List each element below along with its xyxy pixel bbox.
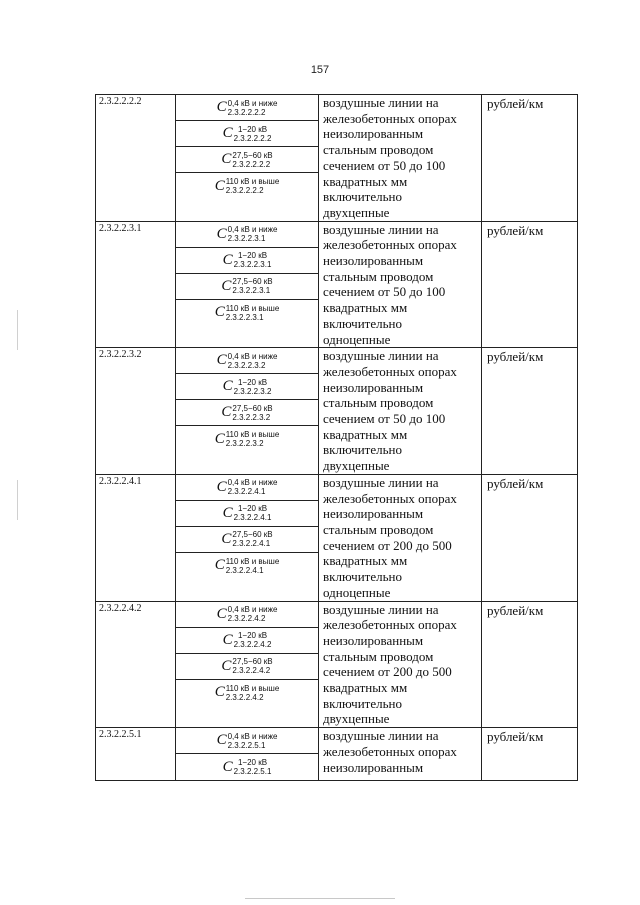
voltage-class-superscript: 0,4 кВ и ниже	[227, 605, 278, 614]
description-line: квадратных мм	[323, 680, 408, 696]
rate-symbol: C	[222, 378, 233, 395]
line-description	[319, 728, 482, 781]
rate-index-subscript: 2.3.2.2.4.1	[233, 513, 272, 523]
voltage-class-superscript: 27,5−60 кВ	[232, 277, 273, 287]
rate-formula	[221, 151, 272, 169]
description-line: включительно	[323, 189, 402, 205]
rate-index-subscript: 2.3.2.2.2.2	[232, 159, 271, 169]
voltage-class-superscript: 0,4 кВ и ниже	[227, 478, 278, 488]
rate-symbol: C	[221, 277, 232, 294]
formula-subcell	[176, 628, 318, 654]
description-line: воздушные линии на	[323, 601, 439, 617]
unit-of-measure: рублей/км	[482, 474, 578, 601]
rate-index-subscript: 2.3.2.2.5.1	[233, 767, 272, 777]
formula-cell	[176, 601, 319, 728]
description-line: стальным проводом	[323, 395, 434, 411]
formula-subcell	[176, 553, 318, 579]
voltage-class-superscript: 110 кВ и выше	[225, 683, 280, 693]
rate-formula	[215, 430, 280, 448]
description-line: воздушные линии на	[323, 221, 439, 237]
rate-symbol: C	[216, 732, 227, 749]
rate-symbol: C	[214, 304, 225, 321]
rate-formula	[217, 732, 278, 750]
rate-script	[226, 177, 280, 195]
rate-script	[228, 352, 278, 370]
rate-formula	[223, 504, 272, 522]
unit-of-measure: рублей/км	[482, 728, 578, 781]
rate-symbol: C	[216, 352, 227, 369]
rate-script	[234, 378, 272, 396]
formula-subcell	[176, 248, 318, 274]
formula-subcell	[176, 147, 318, 173]
voltage-class-superscript: 27,5−60 кВ	[232, 403, 273, 413]
unit-of-measure: рублей/км	[482, 601, 578, 728]
formula-subcell	[176, 680, 318, 706]
rate-index-subscript: 2.3.2.2.3.2	[225, 439, 264, 449]
formula-subcell	[176, 300, 318, 326]
rate-index-subscript: 2.3.2.2.4.1	[232, 539, 271, 549]
voltage-class-superscript: 27,5−60 кВ	[232, 657, 273, 666]
description-line: неизолированным	[323, 379, 424, 395]
voltage-class-superscript: 110 кВ и выше	[225, 303, 280, 313]
line-description	[319, 95, 482, 222]
rate-index-subscript: 2.3.2.2.4.2	[227, 614, 266, 623]
description-line: двухцепные	[323, 204, 390, 220]
unit-of-measure: рублей/км	[482, 348, 578, 475]
rate-formula	[223, 758, 272, 776]
description-line: сечением от 200 до 500	[323, 664, 452, 680]
rate-formula	[221, 277, 272, 295]
description-line: сечением от 50 до 100	[323, 157, 446, 173]
description-line: включительно	[323, 315, 402, 331]
rate-formula	[223, 631, 272, 649]
formula-subcell	[176, 754, 318, 780]
description-line: железобетонных опорах	[323, 617, 457, 633]
description-line: воздушные линии на	[323, 474, 439, 490]
rate-index-subscript: 2.3.2.2.3.1	[227, 234, 266, 244]
formula-subcell	[176, 426, 318, 452]
formula-subcell	[176, 121, 318, 147]
rate-symbol: C	[214, 684, 225, 700]
formula-cell	[176, 95, 319, 222]
rate-formula	[215, 304, 280, 322]
row-code: 2.3.2.2.3.2	[96, 348, 176, 475]
rate-symbol: C	[222, 504, 233, 521]
table-row	[96, 95, 578, 222]
formula-cell	[176, 728, 319, 781]
rate-index-subscript: 2.3.2.2.4.2	[232, 666, 271, 675]
voltage-class-superscript: 110 кВ и выше	[225, 177, 280, 186]
voltage-class-superscript: 27,5−60 кВ	[232, 530, 273, 540]
voltage-class-superscript: 0,4 кВ и ниже	[227, 225, 278, 235]
rate-script	[228, 478, 278, 496]
rate-symbol: C	[222, 125, 233, 141]
description-line: стальным проводом	[323, 142, 434, 158]
tariff-table	[95, 94, 578, 781]
rate-formula	[215, 177, 280, 195]
voltage-class-superscript: 1−20 кВ	[237, 251, 268, 261]
rate-formula	[221, 657, 272, 675]
description-line: включительно	[323, 442, 402, 458]
formula-subcell	[176, 728, 318, 754]
description-line: неизолированным	[323, 253, 424, 269]
description-line: сечением от 50 до 100	[323, 284, 446, 300]
formula-subcell	[176, 527, 318, 553]
rate-formula	[223, 125, 272, 143]
rate-script	[228, 99, 278, 117]
rate-formula	[217, 99, 278, 117]
description-line: одноцепные	[323, 584, 391, 600]
rate-symbol: C	[221, 404, 232, 421]
rate-index-subscript: 2.3.2.2.2.2	[233, 133, 272, 143]
rate-formula	[221, 404, 272, 422]
description-line: неизолированным	[323, 759, 424, 775]
description-line: сечением от 50 до 100	[323, 411, 446, 427]
table-row	[96, 474, 578, 601]
rate-script	[232, 404, 272, 422]
rate-symbol: C	[214, 557, 225, 574]
formula-cell	[176, 221, 319, 348]
rate-formula	[217, 605, 278, 623]
table-row	[96, 601, 578, 728]
fold-mark-upper	[17, 310, 18, 350]
voltage-class-superscript: 110 кВ и выше	[225, 556, 280, 566]
voltage-class-superscript: 0,4 кВ и ниже	[227, 351, 278, 361]
description-line: одноцепные	[323, 331, 391, 347]
description-line: железобетонных опорах	[323, 743, 457, 759]
voltage-class-superscript: 1−20 кВ	[237, 504, 268, 514]
description-line: стальным проводом	[323, 648, 434, 664]
description-line: квадратных мм	[323, 426, 408, 442]
table-row	[96, 728, 578, 781]
rate-index-subscript: 2.3.2.2.4.1	[227, 487, 266, 497]
rate-script	[234, 125, 272, 143]
rate-script	[228, 732, 278, 750]
description-line: включительно	[323, 695, 402, 711]
description-line: железобетонных опорах	[323, 363, 457, 379]
formula-subcell	[176, 501, 318, 527]
description-line: включительно	[323, 569, 402, 585]
description-line: двухцепные	[323, 711, 390, 727]
formula-subcell	[176, 274, 318, 300]
rate-symbol: C	[216, 225, 227, 242]
rate-script	[228, 225, 278, 243]
voltage-class-superscript: 110 кВ и выше	[225, 430, 280, 440]
rate-script	[232, 151, 272, 169]
description-line: сечением от 200 до 500	[323, 537, 452, 553]
rate-script	[232, 530, 272, 548]
rate-symbol: C	[221, 151, 232, 167]
table-row	[96, 221, 578, 348]
rate-script	[234, 631, 272, 649]
rate-index-subscript: 2.3.2.2.3.2	[227, 360, 266, 370]
rate-formula	[221, 530, 272, 548]
rate-symbol: C	[222, 631, 233, 648]
rate-index-subscript: 2.3.2.2.4.1	[225, 565, 264, 575]
voltage-class-superscript: 0,4 кВ и ниже	[227, 98, 278, 108]
rate-index-subscript: 2.3.2.2.3.1	[233, 260, 272, 270]
rate-index-subscript: 2.3.2.2.2.2	[227, 107, 266, 117]
rate-symbol: C	[221, 657, 232, 674]
line-description	[319, 601, 482, 728]
rate-index-subscript: 2.3.2.2.4.2	[225, 692, 264, 702]
description-line: стальным проводом	[323, 521, 434, 537]
line-description	[319, 474, 482, 601]
rate-script	[234, 251, 272, 269]
rate-index-subscript: 2.3.2.2.2.2	[225, 186, 264, 195]
rate-symbol: C	[222, 251, 233, 268]
formula-subcell	[176, 173, 318, 199]
row-code: 2.3.2.2.4.2	[96, 601, 176, 728]
rate-index-subscript: 2.3.2.2.3.1	[225, 312, 264, 322]
voltage-class-superscript: 1−20 кВ	[237, 124, 268, 134]
unit-of-measure: рублей/км	[482, 95, 578, 222]
page-number: 157	[310, 64, 330, 76]
description-line: воздушные линии на	[323, 348, 439, 364]
rate-formula	[215, 684, 280, 702]
line-description	[319, 221, 482, 348]
line-description	[319, 348, 482, 475]
voltage-class-superscript: 1−20 кВ	[237, 631, 268, 640]
row-code: 2.3.2.2.4.1	[96, 474, 176, 601]
voltage-class-superscript: 27,5−60 кВ	[232, 150, 273, 160]
tariff-table-body	[96, 95, 578, 781]
rate-symbol: C	[214, 177, 225, 194]
rate-symbol: C	[222, 758, 233, 775]
description-line: двухцепные	[323, 458, 390, 474]
formula-subcell	[176, 475, 318, 501]
description-line: железобетонных опорах	[323, 110, 457, 126]
description-line: квадратных мм	[323, 553, 408, 569]
description-line: квадратных мм	[323, 300, 408, 316]
description-line: воздушные линии на	[323, 728, 439, 744]
rate-index-subscript: 2.3.2.2.3.1	[232, 286, 271, 296]
voltage-class-superscript: 1−20 кВ	[237, 758, 268, 768]
formula-subcell	[176, 95, 318, 121]
rate-script	[234, 758, 272, 776]
description-line: неизолированным	[323, 632, 424, 648]
row-code: 2.3.2.2.5.1	[96, 728, 176, 781]
description-line: воздушные линии на	[323, 95, 439, 110]
rate-symbol: C	[216, 478, 227, 495]
rate-script	[232, 277, 272, 295]
unit-of-measure: рублей/км	[482, 221, 578, 348]
rate-index-subscript: 2.3.2.2.4.2	[233, 640, 272, 649]
description-line: железобетонных опорах	[323, 237, 457, 253]
formula-subcell	[176, 400, 318, 426]
rate-script	[226, 430, 280, 448]
rate-formula	[217, 225, 278, 243]
formula-subcell	[176, 602, 318, 628]
description-line: неизолированным	[323, 506, 424, 522]
description-line: квадратных мм	[323, 173, 408, 189]
rate-symbol: C	[216, 605, 227, 622]
formula-subcell	[176, 654, 318, 680]
rate-formula	[215, 557, 280, 575]
page-bottom-edge	[245, 898, 395, 899]
rate-script	[226, 557, 280, 575]
rate-index-subscript: 2.3.2.2.3.2	[233, 386, 272, 396]
description-line: стальным проводом	[323, 268, 434, 284]
rate-symbol: C	[221, 530, 232, 547]
fold-mark-lower	[17, 480, 18, 520]
formula-subcell	[176, 348, 318, 374]
rate-formula	[217, 352, 278, 370]
description-line: неизолированным	[323, 126, 424, 142]
voltage-class-superscript: 1−20 кВ	[237, 377, 268, 387]
formula-cell	[176, 348, 319, 475]
table-row	[96, 348, 578, 475]
rate-script	[226, 684, 280, 702]
rate-script	[232, 657, 272, 675]
formula-subcell	[176, 374, 318, 400]
voltage-class-superscript: 0,4 кВ и ниже	[227, 731, 278, 741]
rate-script	[234, 504, 272, 522]
rate-formula	[217, 478, 278, 496]
rate-formula	[223, 378, 272, 396]
rate-symbol: C	[214, 430, 225, 447]
row-code: 2.3.2.2.3.1	[96, 221, 176, 348]
rate-index-subscript: 2.3.2.2.3.2	[232, 412, 271, 422]
formula-cell	[176, 474, 319, 601]
rate-script	[226, 304, 280, 322]
description-line: железобетонных опорах	[323, 490, 457, 506]
row-code: 2.3.2.2.2.2	[96, 95, 176, 222]
rate-script	[228, 605, 278, 623]
rate-formula	[223, 251, 272, 269]
rate-index-subscript: 2.3.2.2.5.1	[227, 740, 266, 750]
rate-symbol: C	[216, 99, 227, 115]
formula-subcell	[176, 222, 318, 248]
